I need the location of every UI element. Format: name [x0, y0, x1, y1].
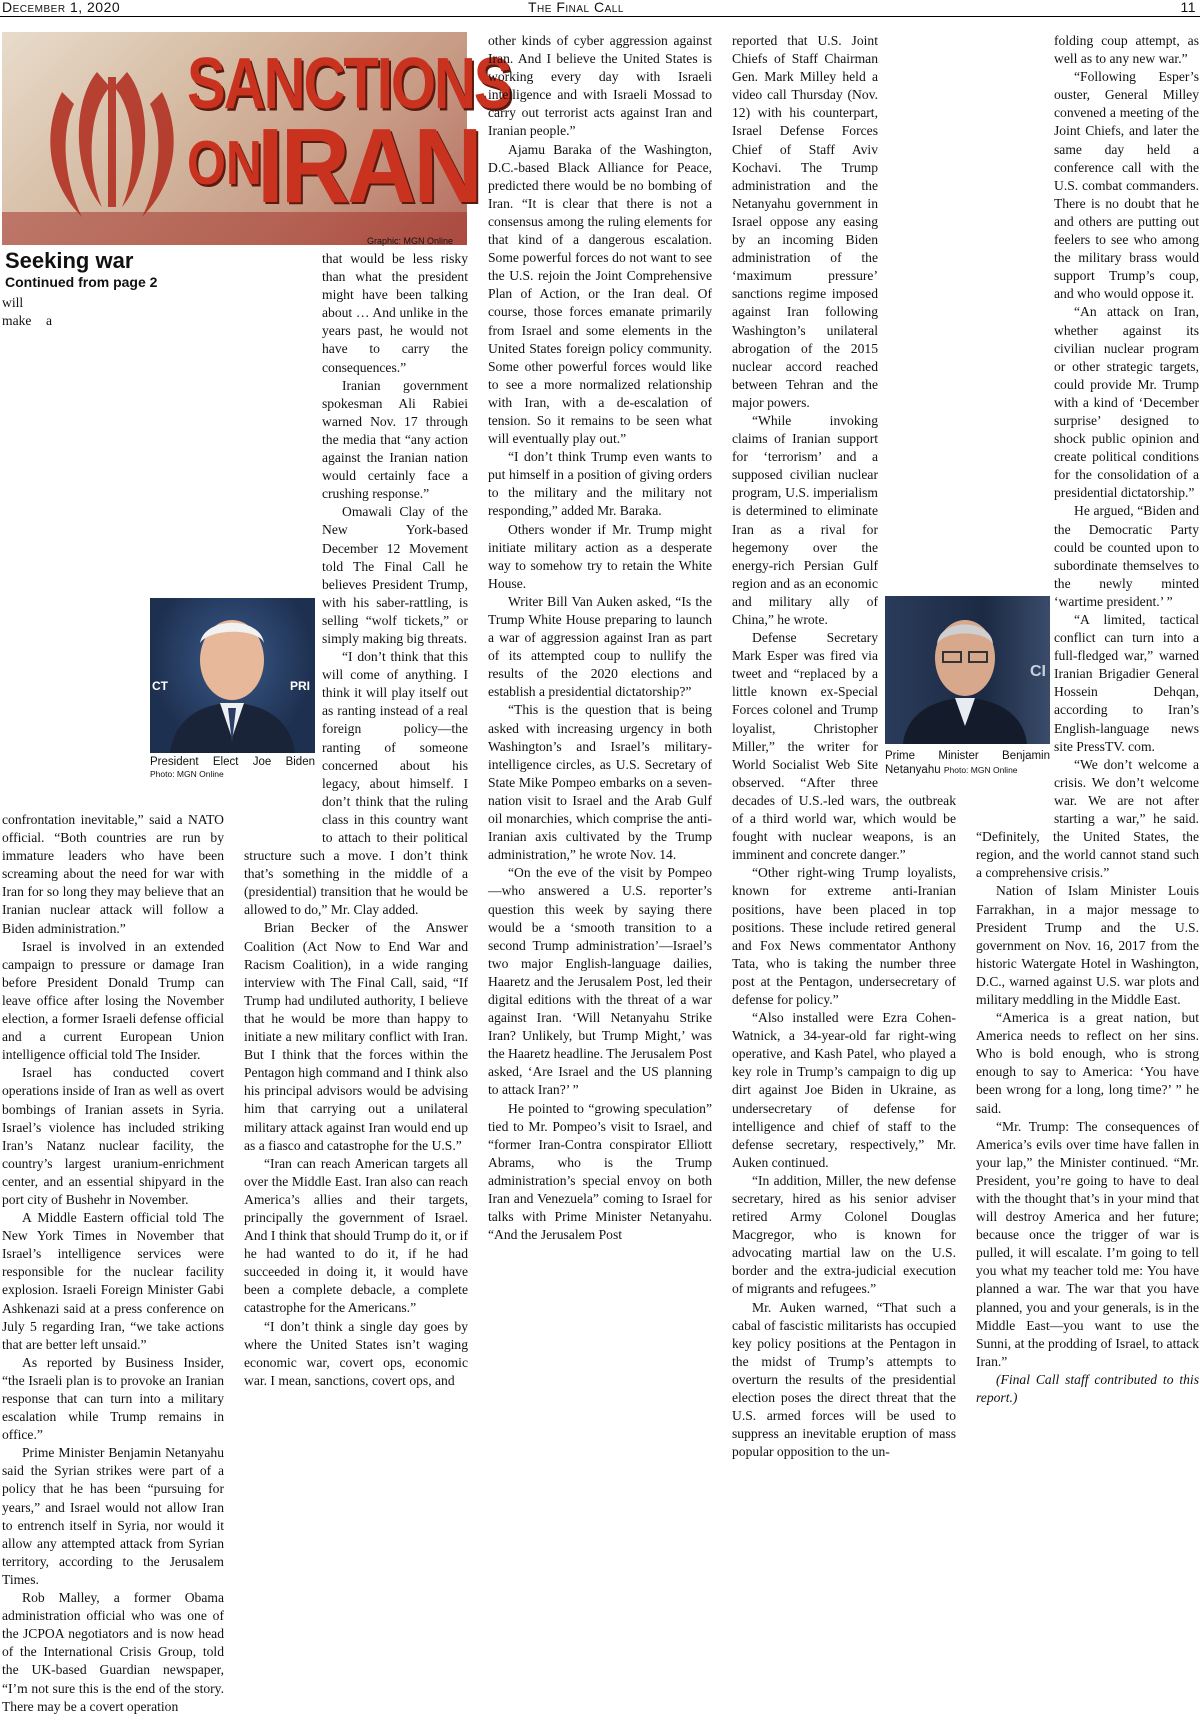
article-headline: Seeking war [5, 248, 134, 273]
biden-float-spacer-2 [242, 594, 318, 832]
sanctions-graphic [2, 32, 511, 245]
article-column-4: reported that U.S. Joint Chiefs of Staff Chairman Gen. Mark Milley held a video call Thursday (Nov. 12) with his counterpart, Israel Defense Forces Chief of Staff Aviv Kochavi. The Trump administration and the Netanyahu government in Israel oppose any easing by an incoming Biden administration of the ‘maximum pressure’ sanctions regime imposed against Iran following Washington’s unilateral abrogation of the 2015 nuclear accord reached between Tehran and the major powers. “While invoking claims of Iranian support for ‘terrorism’ and a supposed civilian nuclear program, U.S. imperialism is determined to eliminate Iran as a rival for hegemony over the energy-rich Persian Gulf region and as an economic and military ally of China,” he wrote. Defense Secretary Mark Esper was fired via tweet and “replaced by a little known ex-Special Forces colonel and Trump loyalist, Christopher Miller,” the writer for World Socialist Web Site observed. “After three decades of U.S.-led wars, the outbreak of a third world war, which would be fought with nuclear weapons, is an imminent and concrete danger.” “Other right-wing Trump loyalists, known for extreme anti-Iranian positions, have been placed in top positions. These include retired general and Fox News commentator Anthony Tata, who is taking the number three post at the Pentagon, undersecretary of defense for policy.” “Also installed were Ezra Cohen-Watnick, a 34-year-old far right-wing operative, and Kash Patel, who played a key role in Trump’s campaign to dig up dirt against Joe Biden in Ukraine, as undersecretary of defense for intelligence and chief of staff to the defense secretary, respectively,” Mr. Auken continued. “In addition, Miller, the new defense secretary, hired as his senior adviser retired Army Colonel Douglas Macgregor, who is known for advocating martial law on the U.S. border and the extra-judicial execution of migrants and refugees.” Mr. Auken warned, “That such a cabal of fascistic militarists has occupied key policy positions at the Pentagon in the midst of Trump’s attempts to overturn the results of the presidential election poses the direct threat that the U.S. armed forces will be used to suppress an inevitable eruption of mass popular opposition to the un- [732, 33, 956, 1460]
publication-name: The Final Call [528, 0, 624, 15]
article-column-3: other kinds of cyber aggression against Iran. And I believe the United States is working every day with Israeli intelligence and with Israeli Mossad to carry out terrorist acts against Iran and Iranian people.” Ajamu Baraka of the Washington, D.C.-based Black Alliance for Peace, predicted there would be no bombing of Iran. “It is clear that there is not a consensus among the ruling elements for that kind of a dangerous escalation. Some powerful forces do not want to see the U.S. rejoin the Joint Comprehensive Plan of Action, or the Iran deal. Of course, those forces emanate primarily from Israel and some elements in the United States foreign policy community. Some other powerful forces would like to see a more normalized relationship with Iran, with a de-escalation of tension. So it remains to be seen what will eventually play out.” “I don’t think Trump even wants to put himself in a position of giving orders to the military and the military not responding,” added Mr. Baraka. Others wonder if Mr. Trump might initiate military action as a desperate way to somehow try to retain the White House. Writer Bill Van Auken asked, “Is the Trump White House preparing to launch a war of aggression against Iran as part of its attempted coup to nullify the results of the 2020 elections and establish a presidential dictatorship?” “This is the question that is being asked with increasing urgency in both Washington’s and Israel’s military-intelligence circles, as U.S. Secretary of State Mike Pompeo embarks on a seven-nation visit to Israel and the Arab Gulf oil monarchies, which comprise the anti-Iranian axis cultivated by the Trump administration,” he wrote Nov. 14. “On the eve of the visit by Pompeo—who answered a U.S. reporter’s question this week by saying there would be a ‘smooth transition to a second Trump administration’—Israel’s two major English-language dailies, Haaretz and the Jerusalem Post, led their digital editions with the threat of a war against Iran. ‘Will Netanyahu Strike Iran? Unlikely, but Trump Might,’ was the Haaretz headline. The Jerusalem Post asked, ‘Are Israel and the US planning to attack Iran?’ ” He pointed to “growing speculation” tied to Mr. Pompeo’s visit to Israel, and “former Iran-Contra conspirator Elliott Abrams, who is the Trump administration’s special envoy on both Iran and Venezuela” coming to Israel for talks with Prime Minister Netanyahu. “And the Jerusalem Post [488, 33, 712, 1243]
article-column-1: will make a confrontation inevitable,” said a NATO official. “Both countries are run by immature leaders who have been screaming about the need for war with Iran for so long they may believe that an Iranian nuclear attack will follow a Biden administration.” Israel is involved in an extended campaign to pressure or damage Iran before President Donald Trump can leave office after losing the November election, a former Israeli defense official and a current European Union intelligence official told The Insider. Israel has conducted covert operations inside of Iran as well as overt bombings of Iranian assets in Syria. Israel’s violence has included striking Iran’s Natanz nuclear facility, the country’s largest uranium-enrichment center, and an essential shipyard in the port city of Bushehr in November. A Middle Eastern official told The New York Times in November that Israel’s intelligence services were responsible for the nuclear facility explosion. Israeli Foreign Minister Gabi Ashkenazi said at a press conference on July 5 regarding Iran, “we take actions that are better left unsaid.” As reported by Business Insider, “the Israeli plan is to provoke an Iranian response that can turn into a military escalation while Trump remains in office.” Prime Minister Benjamin Netanyahu said the Syrian strikes were part of a policy that he has been “pursuing for years,” and Israel would not allow Iran to entrench itself in Syria, nor would it allow any attempted attack from Syrian territory, according to the Jerusalem Times. Rob Malley, a former Obama administration official who was one of the JCPOA negotiators and is now head of the International Crisis Group, told the UK-based Guardian newspaper, “I’m not sure this is the end of the story. There may be a covert operation [2, 295, 224, 1714]
svg-text:CT: CT [152, 679, 168, 693]
issue-date: December 1, 2020 [2, 0, 121, 15]
graphic-title: SANCTIONS ON IRAN [187, 42, 511, 226]
article-column-5: folding coup attempt, as well as to any new war.” “Following Esper’s ouster, General Milley convened a meeting of the Joint Chiefs, and later the same day held a conference call with the U.S. combat commanders. There is no doubt that he and others are putting out feelers to see who among the military brass would support Trump’s coup, and who would oppose it. “An attack on Iran, whether against its civilian nuclear program or other strategic targets, could provide Mr. Trump with a kind of ‘December surprise’ designed to shock public opinion and create political conditions for the consolidation of a presidential dictatorship.” He argued, “Biden and the Democratic Party could be counted upon to subordinate themselves to the newly minted ‘wartime president.’ ” “A limited, tactical conflict can turn into a full-fledged war,” warned Iranian Brigadier General Hossein Dehqan, according to Iran’s English-language news site PressTV. com. “We don’t welcome a crisis. We don’t welcome war. We are not after starting a war,” he said. “Definitely, the United States, the region, and the world cannot stand such a comprehensive crisis.” Nation of Islam Minister Louis Farrakhan, in a major message to President Trump and the U.S. government on Nov. 16, 2017 from the historic Watergate Hotel in Washington, D.C., warned against U.S. war plots and military meddling in the Middle East. “America is a great nation, but America needs to reflect on her sins. Who is bold enough, who is strong enough to say to America: ‘You have been wrong for a long, long time?’ ” he said. “Mr. Trump: The consequences of America’s evils over time have fallen in your lap,” the Minister continued. “Mr. President, you’re going to have to deal with the thought that’s in your mind that will destroy America and her future; because once the trigger of war is pulled, it will escalate. I’m going to tell you what my teacher told me: You have planned a war. The war that you have planned, you and your generals, is in the Middle East—you want to use the Sunni, at the prodding of Israel, to attack Iran.” (Final Call staff contributed to this report.) [976, 33, 1199, 1406]
biden-caption: President Elect Joe Biden Photo: MGN Online [150, 756, 315, 779]
netanyahu-float-spacer-2 [974, 590, 1050, 824]
svg-text:PRI: PRI [290, 679, 311, 693]
article-column-2: that would be less risky than what the president might have been talking about … And unlike in the years past, he would not have to carry the consequences.” Iranian government spokesman Ali Rabiei warned Nov. 17 through the media that “any action against the Iranian nation would certainly face a crushing response.” Omawali Clay of the New York-based December 12 Movement told The Final Call he believes President Trump, with his saber-rattling, is selling “wolf tickets,” or simply making big threats. “I don’t think that this will come of anything. I think it will play itself out as ranting instead of a real foreign policy—the ranting of someone concerned about his legacy, about himself. I don’t think that the ruling class in this country want to attach to their political structure such a move. I don’t think that’s something in the middle of a (presidential) transition that he would be allowed to do,” Mr. Clay added. Brian Becker of the Answer Coalition (Act Now to End War and Racism Coalition), in a wide ranging interview with The Final Call, said, “If Trump had undiluted authority, I believe that he would be more than happy to initiate a new military conflict with Iran. But I think that the forces within the Pentagon high command and I think also his principal advisors would be advising him that carrying out a unilateral military attack against Iran would end up as a fiasco and catastrophe for the U.S.” “Iran can reach American targets all over the Middle East. Iran also can reach America’s allies and their targets, principally the government of Israel. And I think that should Trump do it, or if he had wanted to do it, if he had succeeded in doing it, it would have been a complete debacle, a complete catastrophe for the Americans.” “I don’t think a single day goes by where the United States isn’t waging economic war, covert ops, economic war. I mean, sanctions, covert ops, and [244, 251, 468, 1388]
svg-text:CI: CI [1030, 663, 1046, 680]
graphic-credit: Graphic: MGN Online [367, 236, 454, 246]
continued-from: Continued from page 2 [5, 274, 158, 290]
netanyahu-caption: Prime Minister Benjamin Netanyahu Photo: MGN Online [885, 750, 1050, 776]
page-number: 11 [1180, 0, 1196, 15]
page-header [0, 0, 1200, 17]
